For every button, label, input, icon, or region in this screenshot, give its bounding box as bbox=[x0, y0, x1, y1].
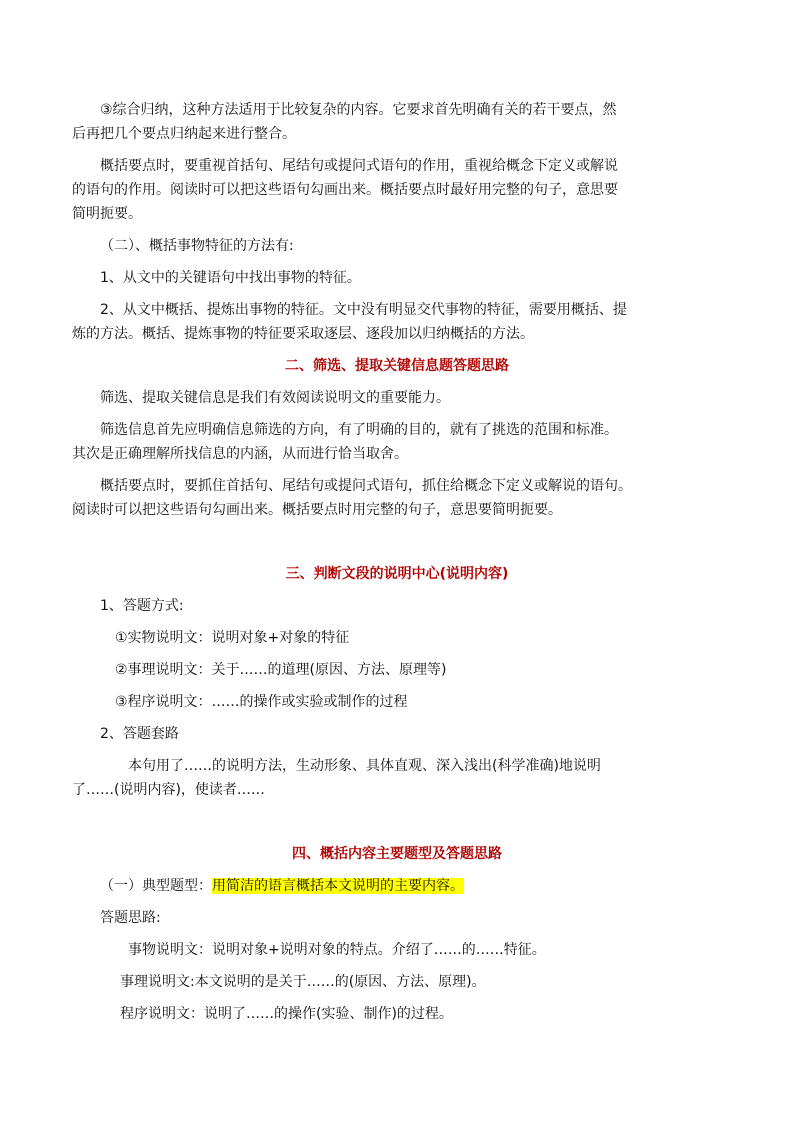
section-heading: 四、概括内容主要题型及答题思路 bbox=[292, 846, 502, 862]
paragraph-line: 的语句的作用。阅读时可以把这些语句勾画出来。概括要点时最好用完整的句子，意思要 bbox=[72, 182, 618, 198]
list-item: ③程序说明文：……的操作或实验或制作的过程 bbox=[115, 694, 408, 710]
subheading: （二）、概括事物特征的方法有: bbox=[100, 238, 294, 254]
answer-line: 事理说明文:本文说明的是关于……的(原因、方法、原理)。 bbox=[120, 974, 486, 990]
list-item: 1、从文中的关键语句中找出事物的特征。 bbox=[100, 270, 361, 286]
section-heading: 二、筛选、提取关键信息题答题思路 bbox=[285, 358, 509, 374]
list-item: 2、答题套路 bbox=[100, 726, 179, 742]
paragraph-line: 后再把几个要点归纳起来进行整合。 bbox=[72, 126, 296, 142]
list-item: 2、从文中概括、提炼出事物的特征。文中没有明显交代事物的特征，需要用概括、提 bbox=[100, 302, 627, 318]
paragraph-line: 概括要点时，要抓住首括句、尾结句或提问式语句，抓住给概念下定义或解说的语句。 bbox=[100, 478, 632, 494]
paragraph-line: 概括要点时，要重视首括句、尾结句或提问式语句的作用，重视给概念下定义或解说 bbox=[100, 158, 618, 174]
answer-line: 事物说明文：说明对象+说明对象的特点。介绍了……的……特征。 bbox=[128, 942, 546, 958]
list-item: ①实物说明文：说明对象+对象的特征 bbox=[115, 630, 350, 646]
typical-question-line bbox=[100, 876, 464, 896]
list-item: 炼的方法。概括、提炼事物的特征要采取逐层、逐段加以归纳概括的方法。 bbox=[72, 326, 534, 342]
list-item: 1、答题方式: bbox=[100, 598, 184, 614]
subheading: 答题思路: bbox=[100, 910, 161, 926]
question-type-label: （一）典型题型： bbox=[100, 878, 212, 894]
answer-line: 程序说明文：说明了……的操作(实验、制作)的过程。 bbox=[120, 1006, 453, 1022]
paragraph-line: 阅读时可以把这些语句勾画出来。概括要点时用完整的句子，意思要简明扼要。 bbox=[72, 502, 562, 518]
highlighted-question: 用简洁的语言概括本文说明的主要内容。 bbox=[212, 878, 464, 894]
paragraph-line: 了……(说明内容)，使读者…… bbox=[72, 782, 265, 798]
paragraph-line: ③综合归纳，这种方法适用于比较复杂的内容。它要求首先明确有关的若干要点，然 bbox=[100, 102, 617, 118]
paragraph-line: 简明扼要。 bbox=[72, 206, 142, 222]
paragraph-line: 本句用了……的说明方法，生动形象、具体直观、深入浅出(科学准确)地说明 bbox=[128, 758, 601, 774]
paragraph-line: 其次是正确理解所找信息的内涵，从而进行恰当取舍。 bbox=[72, 446, 408, 462]
section-heading: 三、判断文段的说明中心(说明内容) bbox=[285, 566, 509, 582]
list-item: ②事理说明文：关于……的道理(原因、方法、原理等) bbox=[115, 662, 447, 678]
paragraph-line: 筛选、提取关键信息是我们有效阅读说明文的重要能力。 bbox=[100, 390, 450, 406]
paragraph-line: 筛选信息首先应明确信息筛选的方向，有了明确的目的，就有了挑选的范围和标准。 bbox=[100, 422, 618, 438]
